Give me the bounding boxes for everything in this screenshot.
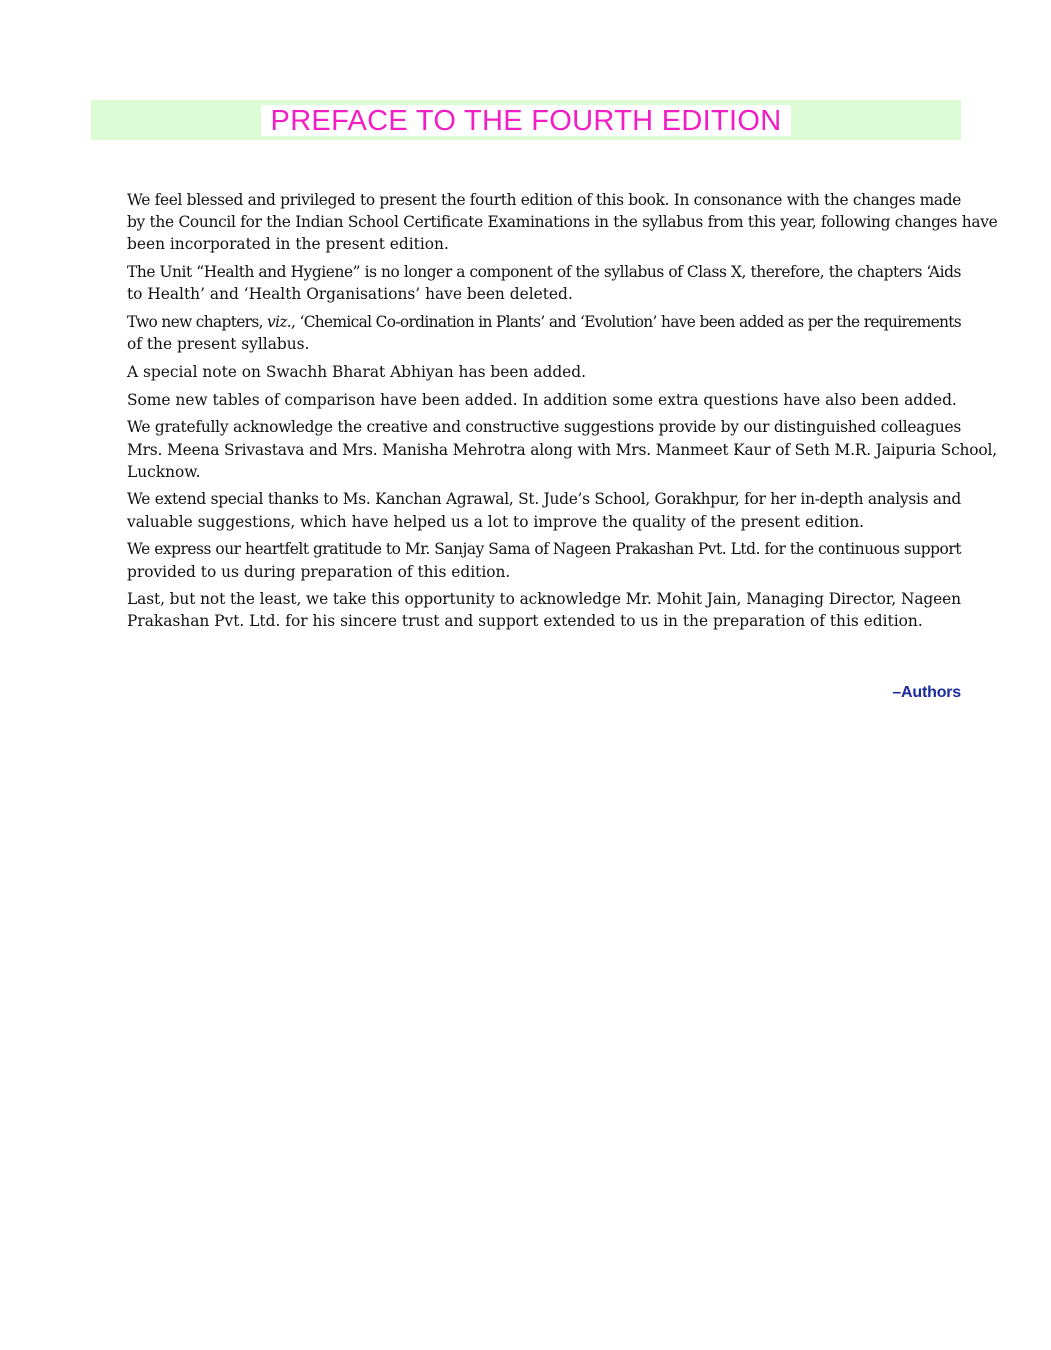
preface-body: [91, 189, 998, 638]
paragraph-line: Some new tables of comparison have been added. In addition some extra questions have also been added.: [127, 390, 957, 409]
paragraph-line: Last, but not the least, we take this opportunity to acknowledge Mr. Mohit Jain, Managing Director, Nageen: [127, 590, 961, 609]
paragraph-line: Two new chapters, viz., ‘Chemical Co-ordination in Plants’ and ‘Evolution’ have been added as per the requirements: [127, 313, 962, 332]
preface-paragraph: [91, 189, 998, 256]
paragraph-line: The Unit “Health and Hygiene” is no longer a component of the syllabus of Class X, therefore, the chapters ‘Aids: [127, 263, 961, 282]
paragraph-line: We gratefully acknowledge the creative and constructive suggestions provide by our distinguished colleagues: [127, 418, 962, 437]
title-band: [91, 100, 961, 140]
preface-paragraph: [91, 389, 961, 411]
preface-paragraph: [91, 588, 961, 632]
preface-paragraph: [91, 538, 961, 582]
paragraph-line: of the present syllabus.: [127, 335, 310, 354]
paragraph-line: We feel blessed and privileged to present the fourth edition of this book. In consonance with the changes made: [127, 191, 962, 209]
paragraph-line: provided to us during preparation of this edition.: [127, 562, 511, 581]
paragraph-line: Mrs. Meena Srivastava and Mrs. Manisha Mehrotra along with Mrs. Manmeet Kaur of Seth M.R. Jaipuria School,: [127, 440, 998, 459]
preface-paragraph: [91, 261, 961, 305]
preface-paragraph: [91, 311, 961, 355]
preface-paragraph: [91, 416, 998, 483]
paragraph-line: Prakashan Pvt. Ltd. for his sincere trust and support extended to us in the preparation of this edition.: [127, 612, 923, 631]
page-title: PREFACE TO THE FOURTH EDITION: [261, 105, 792, 136]
paragraph-line: been incorporated in the present edition.: [127, 235, 449, 254]
paragraph-line: valuable suggestions, which have helped us a lot to improve the quality of the present edition.: [127, 512, 865, 531]
paragraph-line: by the Council for the Indian School Certificate Examinations in the syllabus from this year, following changes have: [127, 213, 998, 232]
paragraph-line: We extend special thanks to Ms. Kanchan Agrawal, St. Jude’s School, Gorakhpur, for her in-depth analysis and: [127, 490, 962, 509]
paragraph-line: to Health’ and ‘Health Organisations’ have been deleted.: [127, 285, 573, 304]
preface-paragraph: [91, 361, 961, 383]
paragraph-line: We express our heartfelt gratitude to Mr. Sanjay Sama of Nageen Prakashan Pvt. Ltd. for the continuous support: [127, 540, 961, 559]
paragraph-line: Lucknow.: [127, 462, 201, 481]
signature: –Authors: [892, 684, 961, 701]
paragraph-line: A special note on Swachh Bharat Abhiyan has been added.: [127, 362, 587, 381]
preface-paragraph: [91, 488, 961, 532]
